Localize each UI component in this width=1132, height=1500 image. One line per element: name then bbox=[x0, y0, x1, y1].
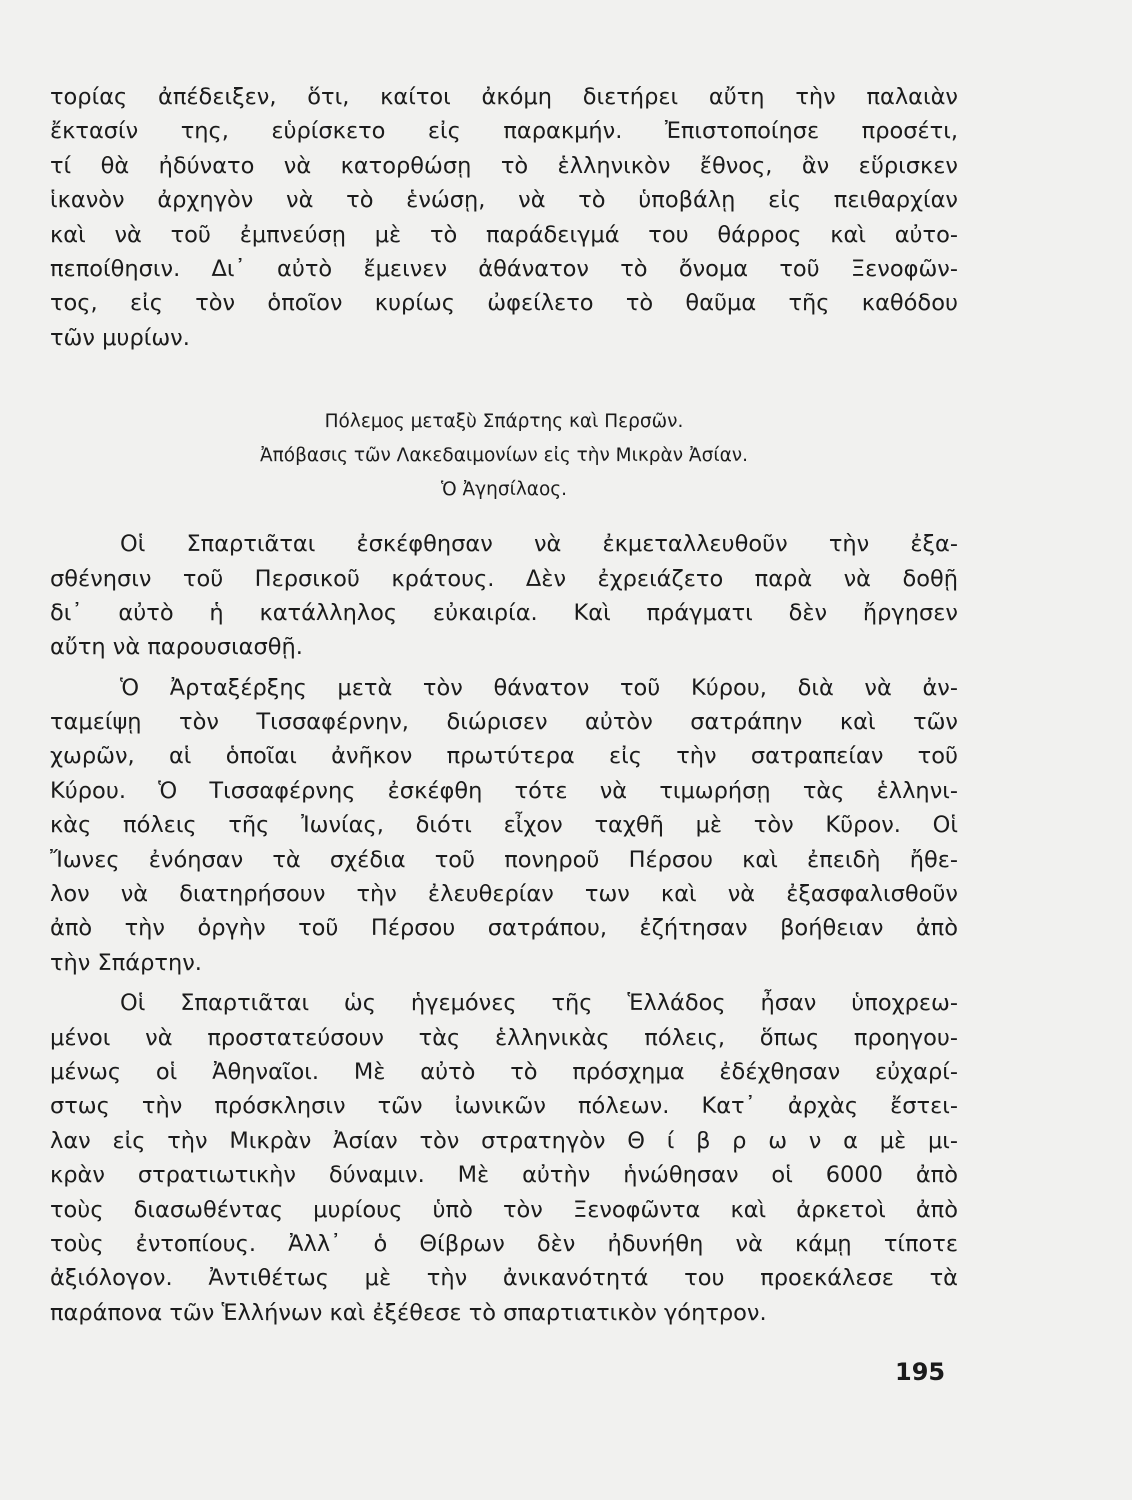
text-line: κὰς πόλεις τῆς Ἰωνίας, διότι εἶχον ταχθῆ μὲ τὸν Κῦρον. Οἱ bbox=[50, 812, 958, 839]
text-line: τῶν μυρίων. bbox=[50, 324, 190, 351]
paragraph-continued bbox=[50, 80, 958, 355]
text-line: Οἱ Σπαρτιᾶται ὡς ἡγεμόνες τῆς Ἑλλάδος ἦσαν ὑποχρεω- bbox=[120, 990, 958, 1017]
text-line: σθένησιν τοῦ Περσικοῦ κράτους. Δὲν ἐχρειάζετο παρὰ νὰ δοθῇ bbox=[50, 565, 958, 592]
text-line: δι᾽ αὐτὸ ἡ κατάλληλος εὐκαιρία. Καὶ πράγματι δὲν ἤργησεν bbox=[50, 599, 958, 626]
text-line: Κύρου. Ὁ Τισσαφέρνης ἐσκέφθη τότε νὰ τιμωρήσῃ τὰς ἑλληνι- bbox=[50, 777, 958, 804]
text-line: λαν εἰς τὴν Μικρὰν Ἀσίαν τὸν στρατηγὸν Θ ί β ρ ω ν α μὲ μι- bbox=[50, 1127, 958, 1154]
text-line: ἔκτασίν της, εὑρίσκετο εἰς παρακμήν. Ἐπιστοποίησε προσέτι, bbox=[50, 118, 958, 145]
paragraph bbox=[50, 671, 958, 981]
text-line: τος, εἰς τὸν ὁποῖον κυρίως ὠφείλετο τὸ θαῦμα τῆς καθόδου bbox=[50, 290, 958, 317]
text-line: τοὺς διασωθέντας μυρίους ὑπὸ τὸν Ξενοφῶντα καὶ ἀρκετοὶ ἀπὸ bbox=[50, 1196, 958, 1223]
paragraph bbox=[50, 527, 958, 665]
heading-line: Ἀπόβασις τῶν Λακεδαιμονίων εἰς τὴν Μικρὰν Ἀσίαν. bbox=[259, 445, 748, 467]
text-line: τοὺς ἐντοπίους. Ἀλλ᾽ ὁ Θίβρων δὲν ἠδυνήθη νὰ κάμῃ τίποτε bbox=[50, 1230, 958, 1257]
text-line: στως τὴν πρόσκλησιν τῶν ἰωνικῶν πόλεων. Κατ᾽ ἀρχὰς ἔστει- bbox=[50, 1093, 958, 1120]
paragraph bbox=[50, 986, 958, 1330]
heading-line: Ὁ Ἀγησίλαος. bbox=[440, 479, 568, 501]
text-line: καὶ νὰ τοῦ ἐμπνεύσῃ μὲ τὸ παράδειγμά του θάρρος καὶ αὐτο- bbox=[50, 221, 958, 248]
text-line: Οἱ Σπαρτιᾶται ἐσκέφθησαν νὰ ἐκμεταλλευθοῦν τὴν ἐξα- bbox=[120, 531, 958, 558]
text-line: Ἴωνες ἐνόησαν τὰ σχέδια τοῦ πονηροῦ Πέρσου καὶ ἐπειδὴ ἤθε- bbox=[50, 846, 958, 873]
text-line: τὴν Σπάρτην. bbox=[50, 949, 202, 976]
text-line: ταμείψῃ τὸν Τισσαφέρνην, διώρισεν αὐτὸν σατράπην καὶ τῶν bbox=[50, 709, 958, 736]
text-line: αὔτη νὰ παρουσιασθῇ. bbox=[50, 634, 303, 661]
text-line: μένως οἱ Ἀθηναῖοι. Μὲ αὐτὸ τὸ πρόσχημα ἐδέχθησαν εὐχαρί- bbox=[50, 1058, 958, 1085]
section-heading bbox=[50, 405, 958, 507]
text-line: ἱκανὸν ἀρχηγὸν νὰ τὸ ἑνώσῃ, νὰ τὸ ὑποβάλῃ εἰς πειθαρχίαν bbox=[50, 187, 958, 214]
text-line: χωρῶν, αἱ ὁποῖαι ἀνῆκον πρωτύτερα εἰς τὴν σατραπείαν τοῦ bbox=[50, 743, 958, 770]
page-number: 195 bbox=[895, 1358, 946, 1386]
body-paragraphs bbox=[50, 527, 958, 1330]
page-body bbox=[50, 80, 958, 1336]
paragraph bbox=[50, 80, 958, 355]
heading-line: Πόλεμος μεταξὺ Σπάρτης καὶ Περσῶν. bbox=[324, 411, 684, 433]
text-line: Ὁ Ἀρταξέρξης μετὰ τὸν θάνατον τοῦ Κύρου, διὰ νὰ ἀν- bbox=[120, 674, 958, 701]
text-line: κρὰν στρατιωτικὴν δύναμιν. Μὲ αὐτὴν ἡνώθησαν οἱ 6000 ἀπὸ bbox=[50, 1162, 958, 1189]
text-line: παράπονα τῶν Ἑλλήνων καὶ ἐξέθεσε τὸ σπαρτιατικὸν γόητρον. bbox=[50, 1299, 767, 1326]
text-line: τί θὰ ἠδύνατο νὰ κατορθώσῃ τὸ ἑλληνικὸν ἔθνος, ἂν εὕρισκεν bbox=[50, 152, 958, 179]
text-line: μένοι νὰ προστατεύσουν τὰς ἑλληνικὰς πόλεις, ὅπως προηγου- bbox=[50, 1024, 958, 1051]
text-line: τορίας ἀπέδειξεν, ὅτι, καίτοι ἀκόμη διετήρει αὔτη τὴν παλαιὰν bbox=[50, 84, 958, 110]
text-line: πεποίθησιν. Δι᾽ αὐτὸ ἔμεινεν ἀθάνατον τὸ ὄνομα τοῦ Ξενοφῶν- bbox=[50, 255, 958, 282]
text-line: ἀξιόλογον. Ἀντιθέτως μὲ τὴν ἀνικανότητά του προεκάλεσε τὰ bbox=[50, 1265, 958, 1292]
text-line: λον νὰ διατηρήσουν τὴν ἐλευθερίαν των καὶ νὰ ἐξασφαλισθοῦν bbox=[50, 881, 958, 908]
text-line: ἀπὸ τὴν ὀργὴν τοῦ Πέρσου σατράπου, ἐζήτησαν βοήθειαν ἀπὸ bbox=[50, 915, 958, 942]
